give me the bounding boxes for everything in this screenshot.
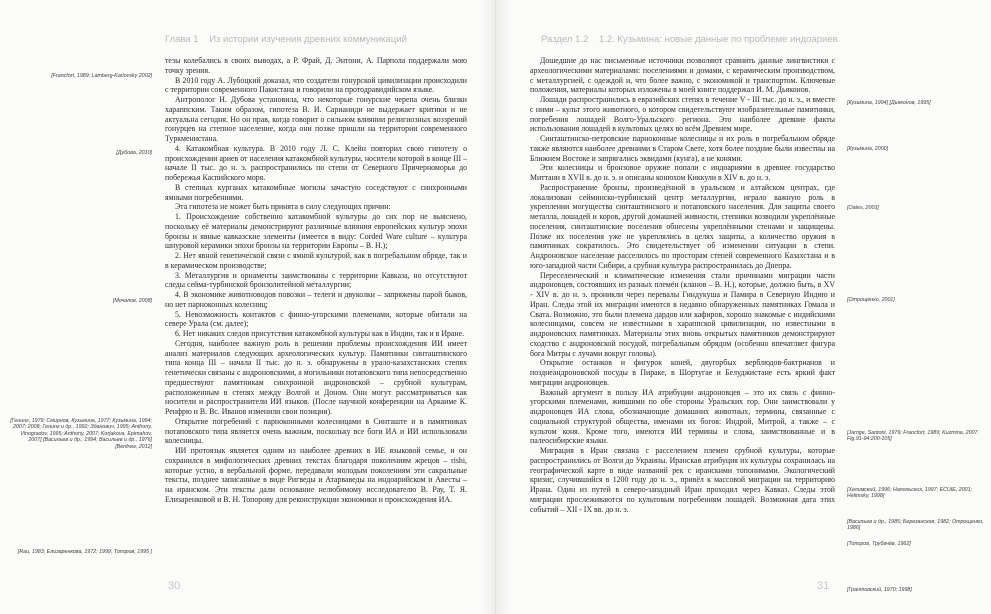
paragraph: Открытие останков и фигурок коней, двугорбых верблюдов-бактрианов и позднеандроновской посуды в Пираке, в Шортугае и Белуджистане есть яркий факт миграции андроновцев. xyxy=(530,358,835,387)
margin-note: [Кузьмина, 2000] xyxy=(847,146,889,152)
right-page xyxy=(496,0,991,614)
paragraph: 4. В экономике животноводов повозки – телеги и двуколки – запряжены парой быков, но нет парноконных колесниц; xyxy=(165,290,467,309)
page-number: 31 xyxy=(817,580,830,592)
margin-note: [Хелимский, 1996; Напольских, 1997; ECUIE, 2001; Helimsky, 1998] xyxy=(847,487,973,500)
paragraph: В степных курганах катакомбные могилы зачастую соседствуют с синхронными ямными погребениями. xyxy=(165,182,467,202)
margin-note: [Генинг, 1979; Смирнов, Кузьмина, 1977; Кузьмина, 1994; 2007; 2008; Генинг и др., 1992; Зданович, 1995; Anthony, Vinogradov, 1995; Anthony, 2007; Korjakova, Epimahov, 2007] [Васильев и др., 1994; Васильев и др., 1976] [Benfrew, 2012] xyxy=(10,418,152,450)
running-head-chapter: Глава 1 xyxy=(165,34,199,45)
running-head xyxy=(541,34,838,45)
paragraph: Дошедшие до нас письменные источники позволяют сравнить данные лингвистики с археологическими материалами: поселениями и домами, с керамическим производством, с металлургией, с одеждой и, что более важно, с экономикой и транспортом. Ключевые положения, материалы которых изложены в моей книге поддержал И. М. Дьяконов. xyxy=(530,56,835,95)
paragraph: 3. Металлургия и орнаменты заимствованы с территории Кавказа, но отсутствуют следы сейма-турбинской бронзолитейной металлургии; xyxy=(165,270,467,290)
margin-note: [Дубова, 2010] xyxy=(116,150,152,156)
paragraph: Распространение бронзы, произведённой в уральском и алтайском центрах, где локализован сейминско-турбинский центр металлургии, играло важную роль в укреплении могущества синташтинского и потаповского населения. Для защиты своего металла, лошадей и коров, другой домашней живности, степняки возводили укреплённые поселения, синташтинские поселения обнесены укреплёнными стенами и защищены. Позже их поселения уже не укреплялись в целях защиты, а количество оружия в памятниках сократилось. Это свидетельствует об изменении ситуации в степи. Андроновское население расселилось по просторам степей современного Казахстана и в юго-западной части Сибири, а срубная культура распространилась до Днепра. xyxy=(530,182,835,270)
margin-note: [Кузьмина, 1994] [Дьяконов, 1995] xyxy=(847,100,931,106)
running-head xyxy=(165,34,407,45)
paragraph: Открытие погребений с парноконными колесницами в Синташте и в памятниках потаповского типа является очень важным, поскольку все боги ИА и ИИ использовали колесницы. xyxy=(165,416,467,446)
paragraph: 6. Нет никаких следов присутствия катакомбной культуры как в Индии, так и в Иране. xyxy=(175,329,465,338)
paragraph: 5. Невозможность контактов с финно-угорскими племенами, которые обитали на севере Урала (см. далее); xyxy=(165,309,467,329)
paragraph: В 2010 году А. Лубоцкий доказал, что создатели гонурской цивилизации происходили с территории современного Пакистана и говорили на протодравидийском языке. xyxy=(165,75,467,95)
paragraph: Переселенческий и климатические изменения стали причинами миграции части андроновцев, состоявших из разных племён (кланов – В. Н.), которые, должно быть, в XV - XIV в. до н. э. проникли через перевалы Гиндукуша и Памира в Северную Индию и Иран. Следы этой их миграции имеются в недавно обнаруженных памятниках Гомала и Свата. Возможно, это были племена дардов или кафиров, хорошо знакомые с индийскими колесницами, совсем не известными в хараппской цивилизации, но известными в андроновских памятниках. Материалы этих вновь открытых памятников демонстрируют сходство с андроновской посудой, погребальным обрядом (особенно впечатляет фигура бога Митры с лучами вокруг головы). xyxy=(530,270,835,358)
margin-note: [Oates, 2003] xyxy=(847,205,879,211)
paragraph: Важный аргумент в пользу ИА атрибуции андроновцев – это их связь с финно-угорскими племенами, жившими по обе стороны Уральских гор. Они заимствовали у андроновцев ИА слова, обозначающие домашних животных, термины, связанные с социальной структурой общества, именами их богов: Индрой, Митрой, а также – с культом коня. Кроме того, имеются ИИ термины и слова, заимствованные и в палеосибирские языки. xyxy=(530,387,835,446)
margin-note: [Мочалов, 2008] xyxy=(112,298,152,304)
paragraph: Синташтинско-петровские парноконные колесницы и их роль в погребальном обряде также являются наиболее древними в Старом Свете, хотя более поздние были известны на Ближнем Востоке и запрягались эквидами (кунга), а не конями. xyxy=(530,134,835,163)
paragraph: Лошади распространились в евразийских степях в течение V - III тыс. до н. э., и вместе с ними – культ этого животного, о котором свидетельствуют изобразительные памятники, погребения лошадей Волго-Уральского региона. Это наиболее древние факты использования лошадей в культовых целях во всём Древнем мире. xyxy=(530,95,835,134)
paragraph: Антрополог Н. Дубова установила, что некоторые гонурские черепа очень близки хараппским. Таким образом, гипотеза В. И. Сарианиди не выдержает критики и не актуальна сегодня. Но он прав, когда говорит о сильном влиянии религиозных воззрений гонурцев на степное население, когда они позже пришли на территории современного Туркменистана. xyxy=(165,95,467,143)
margin-note: [Rau, 1983; Елизаренкова, 1972; 1999; Топоров, 1995 ] xyxy=(17,549,152,555)
margin-note: [Francfort, 1989; Lamberg-Karlovsky 2002] xyxy=(51,73,152,79)
paragraph: Сегодня, наиболее важную роль в решении проблемы происхождения ИИ имеет анализ материалов следующих археологических культур. Памятники синташтинского типа конца III – начала II тыс. до н. э. обнаружены в урало-казахстанских степях генетически связаны с андроновскими, а могильники потаповского типа непосредственно предшествуют памятникам синхронной андроновской – срубной культурам, расположенным в степях между Волгой и Доном. Они могут рассматриваться как носители и распространители ИИ языков. (После научной конференции на Аркаиме К. Ренфрю и В. Вс. Иванов изменили свои позиции). xyxy=(165,338,467,416)
paragraph: 1. Происхождение собственно катакомбной культуры до сих пор не выяснено, поскольку её материалы демонстрируют различные влияния европейских культур эпохи бронзы и явные кавказские элементы (имеется в виду: Corded Ware culture – культура шнуровой керамики эпохи бронзы на территории Европы – В. Н.); xyxy=(165,212,467,251)
gutter-shadow xyxy=(496,0,510,614)
margin-note: [Jarrige, Santoni, 1979; Francfort, 1989; Kuzmina, 2007. Fig.91-94:200-105] xyxy=(847,430,979,443)
paragraph: Эта гипотеза не может быть принята в силу следующих причин: xyxy=(175,202,391,212)
margin-note: [Васильев и др., 1985; Березанская, 1982; Отрощенко, 1986] xyxy=(847,519,984,532)
paragraph: тезы колебались в своих выводах, а Р. Фрай, Д. Энтони, А. Парпола поддержали мою точку зрения. xyxy=(165,56,467,75)
running-head-title: Из истории изучения древних коммуникаций xyxy=(209,34,407,45)
body-text xyxy=(165,56,467,505)
paragraph: Миграция в Иран связана с расселением племен срубной культуры, которые распространились от Волги до Украины. Иранская атрибуция их культуры сохранилась на географической карте в виде названий рек с иранскими топонимами. Экологический кризис, случившийся в 1200 году до н. э., привёл к массовой миграции на территорию Ирана. Один из путей в северо-западный Иран проходил через Кавказ. Следы этой миграции прослеживаются по культовым погребениям лошадей. Возможная дата этих событий – XII - IX вв. до н. э. xyxy=(530,446,835,514)
margin-note: [Отрощенко, 2001] xyxy=(847,297,895,303)
paragraph: 2. Нет явной генетической связи с ямной культурой, как в погребальном обряде, так и в керамическом производстве; xyxy=(165,251,467,270)
page-number: 30 xyxy=(168,580,181,592)
paragraph: 4. Катакомбная культура. В 2010 году Л. С. Клейн повторил свою гипотезу о происхождении ариев от населения катакомбной культуры, носители которой в конце III – начале II тыс. до н. э. распространились по степи от Северного Причерноморья до побережья Каспийского моря. xyxy=(165,143,467,182)
body-text xyxy=(530,56,835,514)
paragraph: ИИ протоязык является одним из наиболее древних в ИЕ языковой семье, и он сохранился в мифологических древних текстах благодаря поколениям жрецов – rishi, которые устно, в вербальной форме, передавали молодым поколениям эти сакральные тексты, позднее записанные в виде Ригведы и Атарваведы на индоарийском и Авесты – на иранском. Эти тексты дали основание нелюбимому исследователю В. Рау, Т. Я. Елизаренковой и В. Н. Топорову для реконструкции экономики и происхождения ИА. xyxy=(165,446,467,504)
margin-note: [Топоров, Трубачёв, 1962] xyxy=(847,541,911,547)
running-head-chapter: Раздел 1.2 xyxy=(541,34,589,45)
gutter-shadow xyxy=(481,0,495,614)
margin-note: [Грантовский, 1970; 1998] xyxy=(847,587,912,593)
running-head-title: 1.2. Кузьмина: новые данные по проблеме индоариев xyxy=(598,34,838,45)
paragraph: Эти колесницы и бронзовое оружие попали с индоариями в древнее государство Миттани в XVII в. до н. э. и описаны конюхом Киккули в XIV в. до н. э. xyxy=(530,163,835,182)
